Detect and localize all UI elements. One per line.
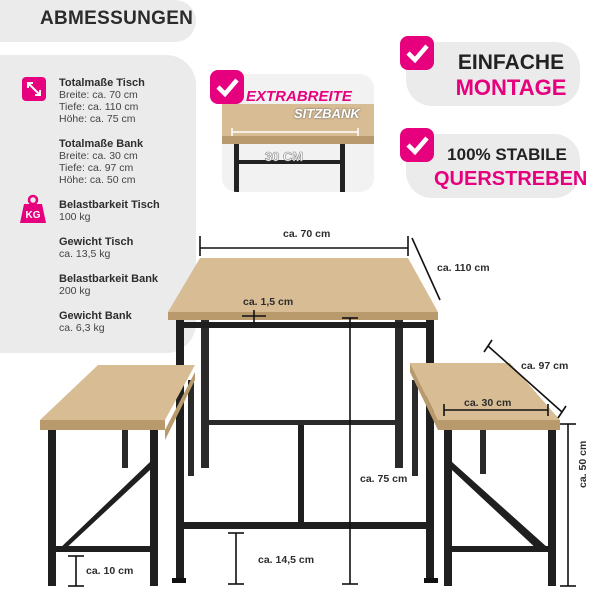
feature-montage-line2: MONTAGE (455, 75, 567, 100)
dim-table-height: ca. 75 cm (360, 473, 408, 485)
feature-streben-line1: 100% STABILE (447, 145, 567, 164)
bench-width-label: 30 CM (264, 149, 304, 164)
spec-label: Totalmaße Tisch (59, 77, 145, 89)
dim-floor-clearance: ca. 14,5 cm (258, 554, 315, 566)
inset-title-line1: EXTRABREITE (246, 88, 352, 105)
kg-label: KG (25, 210, 41, 221)
page-title: ABMESSUNGEN (40, 8, 194, 29)
inset-title-line2: SITZBANK (294, 106, 360, 121)
spec-label: Gewicht Bank (59, 310, 132, 322)
spec-table-load: Belastbarkeit Tisch 100 kg (59, 199, 160, 223)
spec-label: Totalmaße Bank (59, 138, 144, 150)
feature-montage-line1: EINFACHE (457, 51, 565, 74)
spec-bench-weight: Gewicht Bank ca. 6,3 kg (59, 310, 132, 334)
dim-top-thickness: ca. 1,5 cm (243, 296, 294, 308)
dim-bench-width: ca. 30 cm (464, 397, 512, 409)
spec-label: Gewicht Tisch (59, 236, 134, 248)
spec-bench-load: Belastbarkeit Bank 200 kg (59, 273, 159, 297)
feature-streben-line2: QUERSTREBEN (434, 168, 588, 190)
dim-table-width: ca. 70 cm (283, 228, 331, 240)
spec-bench-dimensions: Totalmaße Bank Breite: ca. 30 cm Tiefe: ca. 97 cm Höhe: ca. 50 cm (59, 138, 144, 186)
spec-label: Belastbarkeit Bank (59, 273, 159, 285)
dim-bench-height: ca. 50 cm (577, 440, 589, 488)
spec-label: Belastbarkeit Tisch (59, 199, 160, 211)
spec-table-weight: Gewicht Tisch ca. 13,5 kg (59, 236, 134, 260)
spec-table-dimensions: Totalmaße Tisch Breite: ca. 70 cm Tiefe: ca. 110 cm Höhe: ca. 75 cm (59, 77, 145, 125)
dim-bench-clearance: ca. 10 cm (86, 565, 134, 577)
dim-bench-depth: ca. 97 cm (521, 360, 569, 372)
dim-table-depth: ca. 110 cm (437, 262, 490, 274)
